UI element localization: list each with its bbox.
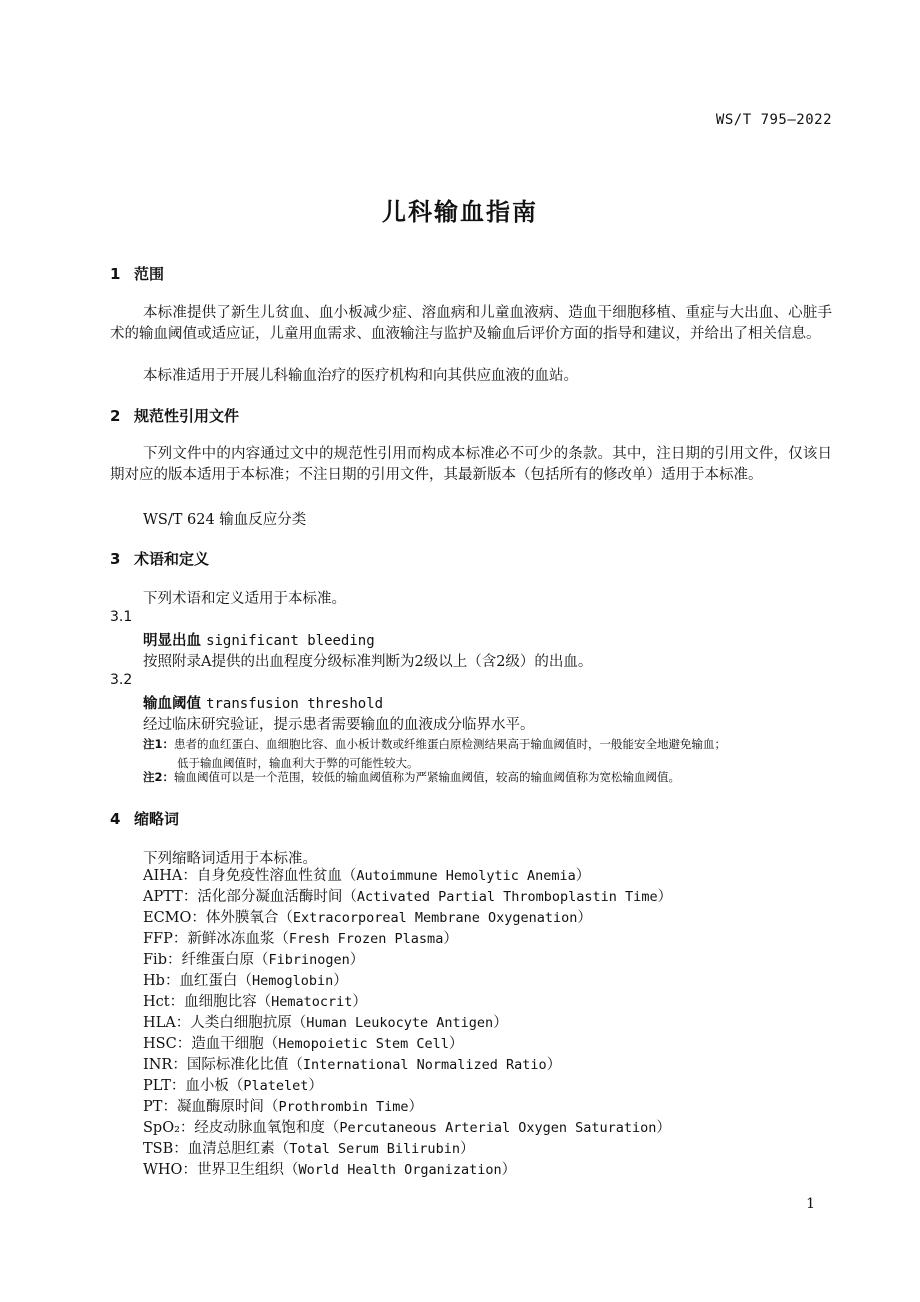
section-number: 3	[110, 550, 121, 568]
section-3-intro: 下列术语和定义适用于本标准。	[143, 591, 346, 607]
abbr-cn: 血红蛋白	[179, 973, 238, 989]
abbr-code: INR	[143, 1057, 173, 1073]
term-cn: 输血阈值	[143, 696, 201, 712]
note-text: 患者的血红蛋白、血细胞比容、血小板计数或纤维蛋白原检测结果高于输血阈值时，一般能安全地避免输血；	[174, 737, 727, 751]
term-en: significant bleeding	[206, 633, 375, 649]
term-en: transfusion threshold	[206, 696, 384, 712]
abbr-en: Human Leukocyte Antigen	[306, 1015, 494, 1031]
document-title: 儿科输血指南	[382, 198, 538, 226]
abbr-en: World Health Organization	[298, 1162, 502, 1178]
section-number: 2	[110, 407, 121, 425]
abbr-en: Hemoglobin	[251, 973, 334, 989]
list-item: WHO：世界卫生组织（World Health Organization）	[143, 1162, 517, 1178]
term-number: 3.1	[110, 609, 133, 625]
abbr-en: Fresh Frozen Plasma	[288, 931, 444, 947]
abbr-code: ECMO	[143, 910, 192, 926]
section-2-heading	[110, 405, 239, 426]
abbr-code: PLT	[143, 1078, 171, 1094]
abbr-en: Percutaneous Arterial Oxygen Saturation	[339, 1120, 657, 1136]
list-item: PLT：血小板（Platelet）	[143, 1078, 323, 1094]
list-item: Hb：血红蛋白（Hemoglobin）	[143, 973, 348, 989]
abbr-en: Activated Partial Thromboplastin Time	[356, 889, 658, 905]
section-1-heading	[110, 263, 164, 284]
abbr-en: Hemopoietic Stem Cell	[278, 1036, 449, 1052]
note-text: 输血阈值可以是一个范围，较低的输血阈值称为严紧输血阈值，较高的输血阈值称为宽松输血阈值。	[174, 770, 681, 784]
section-number: 4	[110, 810, 121, 828]
abbr-en: Hematocrit	[271, 994, 353, 1010]
abbr-en: Platelet	[243, 1078, 309, 1094]
section-title: 规范性引用文件	[134, 407, 240, 425]
list-item: APTT：活化部分凝血活酶时间（Activated Partial Thromboplastin Time）	[143, 889, 673, 905]
abbr-en: Autoimmune Hemolytic Anemia	[356, 868, 576, 884]
list-item: HSC：造血干细胞（Hemopoietic Stem Cell）	[143, 1036, 464, 1052]
term-definition: 按照附录A提供的出血程度分级标准判断为2级以上（含2级）的出血。	[143, 654, 593, 670]
abbr-code: SpO₂	[143, 1120, 180, 1136]
abbr-cn: 血小板	[185, 1078, 229, 1094]
abbr-code: Hct	[143, 994, 170, 1010]
list-item: Fib：纤维蛋白原（Fibrinogen）	[143, 952, 365, 968]
abbr-en: Extracorporeal Membrane Oxygenation	[292, 910, 578, 926]
list-item: HLA：人类白细胞抗原（Human Leukocyte Antigen）	[143, 1015, 508, 1031]
abbreviation-list	[143, 866, 672, 1181]
section-title: 范围	[134, 265, 165, 283]
abbr-code: PT	[143, 1099, 163, 1115]
abbr-en: Total Serum Bilirubin	[289, 1141, 460, 1157]
term-title	[143, 692, 383, 713]
section-number: 1	[110, 265, 121, 283]
abbr-en: Fibrinogen	[268, 952, 350, 968]
term-title	[143, 629, 375, 650]
abbr-en: International Normalized Ratio	[302, 1057, 547, 1073]
note-label: 注1：	[143, 737, 175, 751]
page-number: 1	[806, 1196, 815, 1212]
abbr-code: WHO	[143, 1162, 183, 1178]
list-item: TSB：血清总胆红素（Total Serum Bilirubin）	[143, 1141, 475, 1157]
note-2	[143, 768, 843, 787]
section-1-paragraph-1: 本标准提供了新生儿贫血、血小板减少症、溶血病和儿童血液病、造血干细胞移植、重症与大出血、心脏手术的输血阈值或适应证，儿童用血需求、血液输注与监护及输血后评价方面的指导和建议，并给出了相关信息。	[110, 305, 832, 342]
abbr-code: HLA	[143, 1015, 176, 1031]
section-title: 术语和定义	[134, 550, 210, 568]
abbr-code: APTT	[143, 889, 183, 905]
abbr-cn: 活化部分凝血活酶时间	[197, 889, 343, 905]
section-1-paragraph-2: 本标准适用于开展儿科输血治疗的医疗机构和向其供应血液的血站。	[143, 368, 578, 384]
abbr-code: TSB	[143, 1141, 174, 1157]
abbr-cn: 人类白细胞抗原	[190, 1015, 292, 1031]
list-item: AIHA：自身免疫性溶血性贫血（Autoimmune Hemolytic Anemia）	[143, 868, 591, 884]
section-2-paragraph: 下列文件中的内容通过文中的规范性引用而构成本标准必不可少的条款。其中，注日期的引用文件，仅该日期对应的版本适用于本标准；不注日期的引用文件，其最新版本（包括所有的修改单）适用于本标准。	[110, 446, 832, 483]
abbr-cn: 凝血酶原时间	[176, 1099, 264, 1115]
standard-code: WS/T 795—2022	[715, 112, 832, 128]
term-definition: 经过临床研究验证，提示患者需要输血的血液成分临界水平。	[143, 717, 535, 733]
section-title: 缩略词	[134, 810, 180, 828]
abbr-cn: 纤维蛋白原	[181, 952, 254, 968]
abbr-cn: 血细胞比容	[184, 994, 257, 1010]
list-item: FFP：新鲜冰冻血浆（Fresh Frozen Plasma）	[143, 931, 458, 947]
list-item: PT：凝血酶原时间（Prothrombin Time）	[143, 1099, 423, 1115]
section-4-intro: 下列缩略词适用于本标准。	[143, 851, 317, 867]
abbr-cn: 世界卫生组织	[196, 1162, 284, 1178]
abbr-cn: 国际标准化比值	[186, 1057, 289, 1073]
note-label: 注2：	[143, 770, 175, 784]
list-item: ECMO：体外膜氧合（Extracorporeal Membrane Oxygenation）	[143, 910, 592, 926]
note-text-continued: 低于输血阈值时，输血利大于弊的可能性较大。	[177, 756, 419, 770]
section-3-heading	[110, 548, 209, 569]
term-cn: 明显出血	[143, 633, 201, 649]
list-item: INR：国际标准化比值（International Normalized Ratio）	[143, 1057, 562, 1073]
abbr-code: AIHA	[143, 868, 183, 884]
abbr-cn: 新鲜冰冻血浆	[187, 931, 275, 947]
abbr-cn: 血清总胆红素	[187, 1141, 275, 1157]
abbr-code: Fib	[143, 952, 167, 968]
term-number: 3.2	[110, 672, 133, 688]
abbr-cn: 体外膜氧合	[205, 910, 279, 926]
abbr-cn: 造血干细胞	[191, 1036, 264, 1052]
abbr-cn: 自身免疫性溶血性贫血	[196, 868, 342, 884]
normative-reference: WS/T 624 输血反应分类	[143, 512, 307, 528]
section-4-heading	[110, 808, 179, 829]
list-item: SpO₂：经皮动脉血氧饱和度（Percutaneous Arterial Oxygen Saturation）	[143, 1120, 671, 1136]
abbr-cn: 经皮动脉血氧饱和度	[194, 1120, 325, 1136]
abbr-code: HSC	[143, 1036, 177, 1052]
abbr-code: Hb	[143, 973, 165, 989]
list-item: Hct：血细胞比容（Hematocrit）	[143, 994, 367, 1010]
abbr-en: Prothrombin Time	[278, 1099, 409, 1115]
abbr-code: FFP	[143, 931, 173, 947]
